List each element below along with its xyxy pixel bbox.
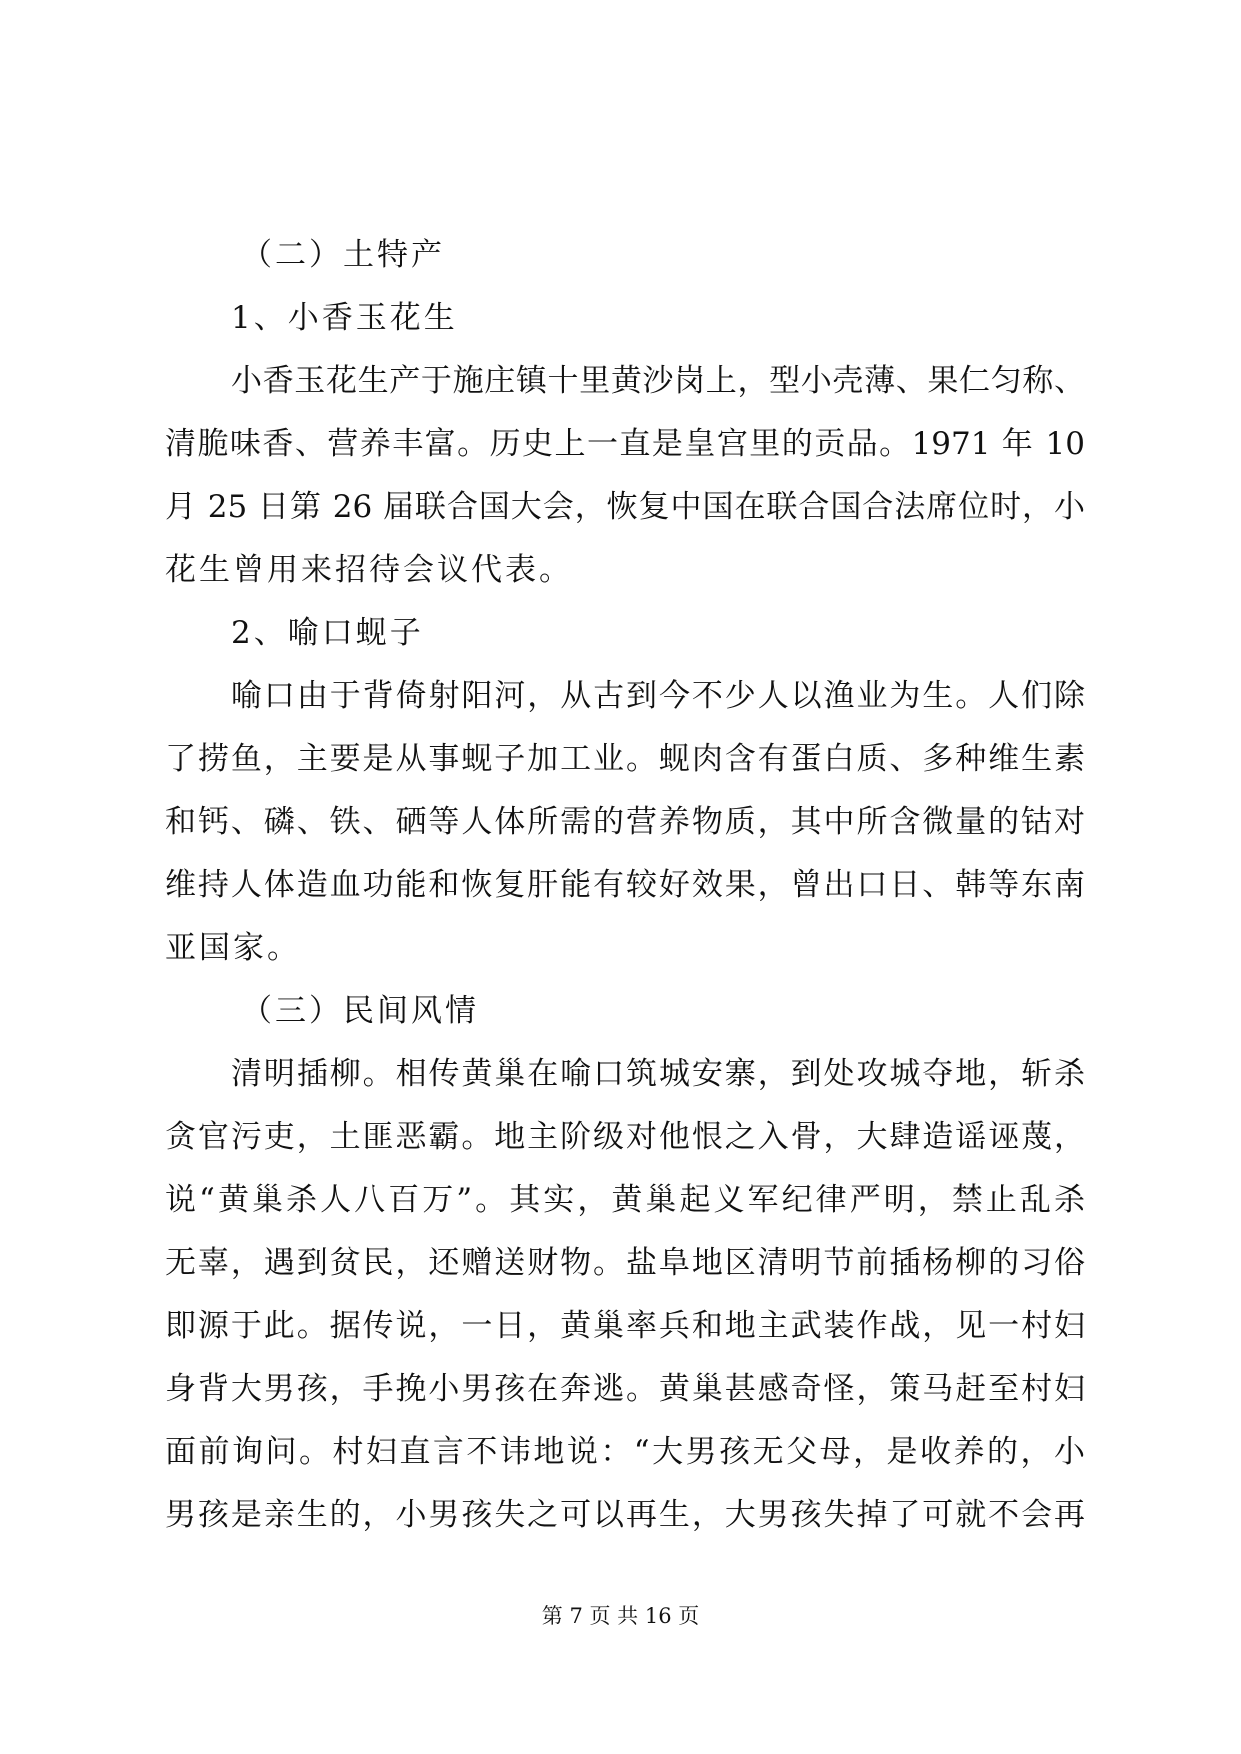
item-title: 1、小香玉花生 xyxy=(231,300,458,336)
paragraph-line: 月 25 日第 26 届联合国大会，恢复中国在联合国合法席位时，小 xyxy=(165,489,1085,525)
paragraph-line: 贪官污吏，土匪恶霸。地主阶级对他恨之入骨，大肆造谣诬蔑， xyxy=(165,1119,1085,1155)
section-heading: （三）民间风情 xyxy=(241,993,479,1029)
page-content xyxy=(165,224,1085,1547)
paragraph-line: 喻口由于背倚射阳河，从古到今不少人以渔业为生。人们除 xyxy=(231,678,1085,714)
item-title: 2、喻口蚬子 xyxy=(231,615,424,651)
section-heading: （二）土特产 xyxy=(241,237,445,273)
paragraph-line: 花生曾用来招待会议代表。 xyxy=(165,552,573,588)
paragraph-line: 维持人体造血功能和恢复肝能有较好效果，曾出口日、韩等东南 xyxy=(165,867,1085,903)
paragraph-line: 小香玉花生产于施庄镇十里黄沙岗上，型小壳薄、果仁匀称、 xyxy=(231,363,1085,399)
paragraph-line: 身背大男孩，手挽小男孩在奔逃。黄巢甚感奇怪，策马赶至村妇 xyxy=(165,1371,1085,1407)
paragraph-line: 和钙、磷、铁、硒等人体所需的营养物质，其中所含微量的钴对 xyxy=(165,804,1085,840)
paragraph-line: 了捞鱼，主要是从事蚬子加工业。蚬肉含有蛋白质、多种维生素 xyxy=(165,741,1085,777)
paragraph-line: 即源于此。据传说，一日，黄巢率兵和地主武装作战，见一村妇 xyxy=(165,1308,1085,1344)
paragraph-line: 亚国家。 xyxy=(165,930,301,966)
paragraph-line: 清明插柳。相传黄巢在喻口筑城安寨，到处攻城夺地，斩杀 xyxy=(231,1056,1085,1092)
paragraph-line: 说“黄巢杀人八百万”。其实，黄巢起义军纪律严明，禁止乱杀 xyxy=(165,1182,1085,1218)
paragraph-line: 面前询问。村妇直言不讳地说：“大男孩无父母，是收养的，小 xyxy=(165,1434,1085,1470)
page-number-footer: 第 7 页 共 16 页 xyxy=(541,1604,700,1628)
paragraph-line: 无辜，遇到贫民，还赠送财物。盐阜地区清明节前插杨柳的习俗 xyxy=(165,1245,1085,1281)
paragraph-line: 男孩是亲生的，小男孩失之可以再生，大男孩失掉了可就不会再 xyxy=(165,1497,1085,1533)
paragraph-line: 清脆味香、营养丰富。历史上一直是皇宫里的贡品。1971 年 10 xyxy=(165,426,1085,462)
